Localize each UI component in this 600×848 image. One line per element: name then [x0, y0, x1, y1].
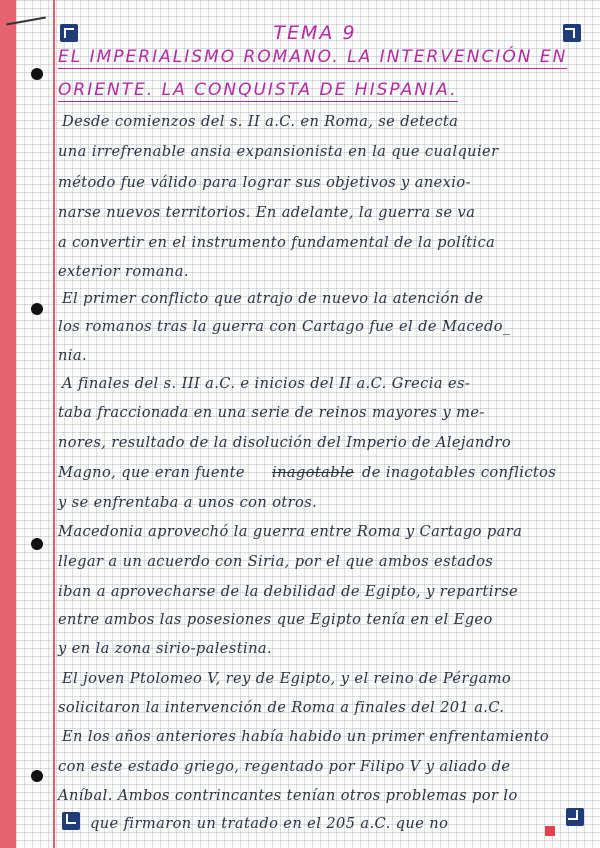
text-line: entre ambos las posesiones que Egipto tenía en el Egeo [58, 611, 493, 628]
text-line: En los años anteriores había habido un primer enfrentamiento [62, 728, 550, 745]
text-line: de inagotables conflictos [362, 464, 557, 481]
text-line: narse nuevos territorios. En adelante, la guerra se va [58, 204, 476, 221]
text-line: una irrefrenable ansia expansionista en la que cualquier [58, 143, 499, 160]
text-line: método fue válido para lograr sus objetivos y anexio- [58, 174, 471, 191]
text-line: El primer conflicto que atrajo de nuevo la atención de [62, 290, 484, 307]
heading-line-2: ORIENTE. LA CONQUISTA DE HISPANIA. [58, 80, 458, 100]
text-line: El joven Ptolomeo V, rey de Egipto, y el reino de Pérgamo [62, 670, 512, 687]
text-line: Aníbal. Ambos contrincantes tenían otros problemas por lo [58, 787, 518, 804]
margin-rule [53, 0, 55, 848]
struck-word: inagotable [272, 464, 355, 481]
text-line: con este estado griego, regentado por Filipo V y aliado de [58, 758, 511, 775]
text-line: Desde comienzos del s. II a.C. en Roma, se detecta [62, 113, 459, 130]
corner-marker-icon [62, 812, 80, 830]
text-line: nia. [58, 347, 88, 364]
text-line: llegar a un acuerdo con Siria, por el que ambos estados [58, 553, 494, 570]
text-line: Magno, que eran fuente [58, 464, 245, 481]
punch-hole [31, 303, 43, 315]
text-line: exterior romana. [58, 263, 189, 280]
text-line: los romanos tras la guerra con Cartago fue el de Macedo_ [58, 318, 511, 335]
punch-hole [31, 770, 43, 782]
text-line: y en la zona sirio-palestina. [58, 640, 273, 657]
page-title: TEMA 9 [273, 22, 357, 44]
text-line: a convertir en el instrumento fundamental de la política [58, 234, 496, 251]
text-line: Macedonia aprovechó la guerra entre Roma y Cartago para [58, 523, 523, 540]
text-line: A finales del s. III a.C. e inicios del II a.C. Grecia es- [62, 375, 471, 392]
text-line: que firmaron un tratado en el 205 a.C. que no [90, 815, 449, 832]
text-line: iban a aprovecharse de la debilidad de Egipto, y repartirse [58, 583, 519, 600]
text-line: solicitaron la intervención de Roma a finales del 201 a.C. [58, 699, 505, 716]
text-line: taba fraccionada en una serie de reinos mayores y me- [58, 404, 485, 421]
text-line: nores, resultado de la disolución del Imperio de Alejandro [58, 434, 512, 451]
text-line: y se enfrentaba a unos con otros. [58, 494, 318, 511]
left-margin-band [0, 0, 16, 848]
heading-line-1: EL IMPERIALISMO ROMANO. LA INTERVENCIÓN EN [58, 47, 568, 67]
punch-hole [31, 538, 43, 550]
punch-hole [31, 68, 43, 80]
